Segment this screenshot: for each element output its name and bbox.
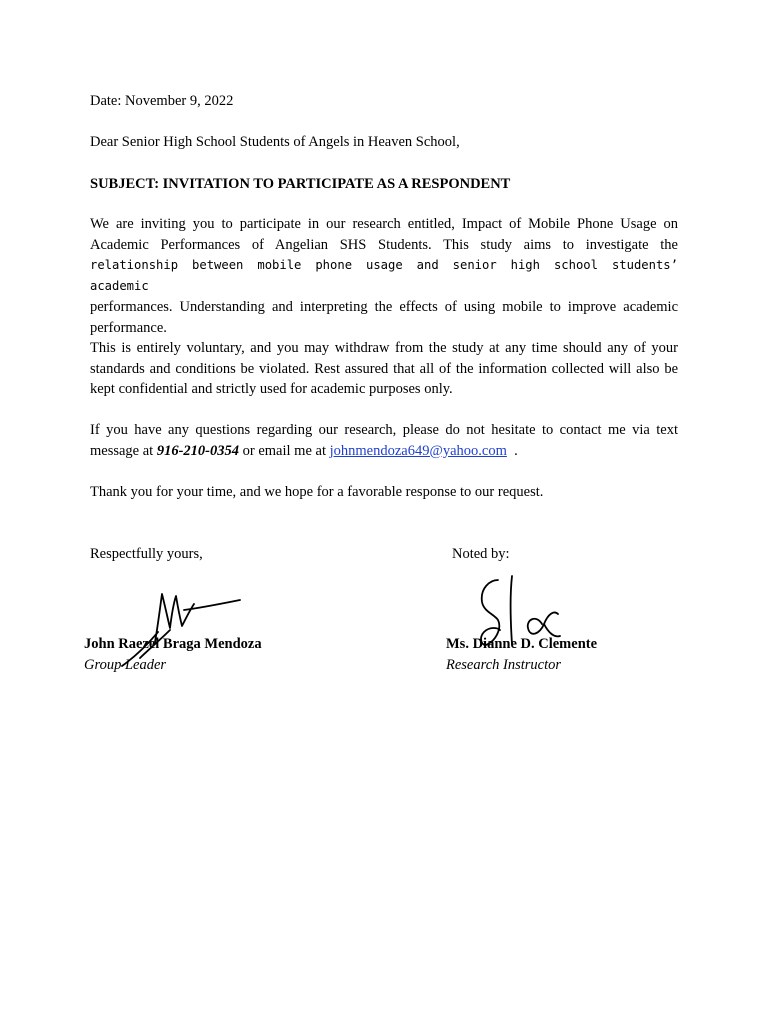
signature-left: [100, 580, 250, 680]
paragraph-intro-line: Academic Performances of Angelian SHS Students. This study aims to investigate the: [90, 236, 678, 253]
letter-date: Date: November 9, 2022: [90, 93, 234, 109]
phone-number: 916-210-0354: [156, 442, 240, 459]
closing-left: Respectfully yours,: [90, 546, 203, 562]
subject-line: SUBJECT: INVITATION TO PARTICIPATE AS A RESPONDENT: [90, 176, 511, 192]
paragraph-contact: [90, 420, 678, 461]
contact-text-end: .: [514, 442, 518, 459]
paragraph-thanks: Thank you for your time, and we hope for a favorable response to our request.: [90, 484, 544, 500]
paragraph-intro-line: performance.: [90, 319, 167, 336]
signer-left-role: Group Leader: [84, 657, 167, 673]
signer-right-role: Research Instructor: [446, 657, 562, 673]
paragraph-intro-line: performances. Understanding and interpreting the effects of using mobile to improve academic: [90, 298, 678, 315]
email-link[interactable]: johnmendoza649@yahoo.com: [329, 442, 507, 459]
closing-right: Noted by:: [452, 546, 510, 562]
signer-right-name: Ms. Dianne D. Clemente: [446, 636, 598, 652]
salutation: Dear Senior High School Students of Angels in Heaven School,: [90, 134, 460, 150]
signer-left-name: John Raezel Braga Mendoza: [84, 636, 262, 652]
paragraph-voluntary: This is entirely voluntary, and you may withdraw from the study at any time should any of your standards and conditions be violated. Rest assured that all of the information collected will also be kept confidential and strictly used for academic purposes only.: [90, 340, 678, 398]
signature-right: [468, 568, 578, 668]
contact-text-middle: or email me at: [242, 442, 326, 459]
contact-text: If you have any questions regarding our research, please do not hesitate to contact me via text message at: [90, 422, 678, 459]
paragraph-intro-line: relationship between mobile phone usage and senior high school students’ academic: [90, 258, 678, 294]
paragraph-intro-line: We are inviting you to participate in our research entitled, Impact of Mobile Phone Usage on: [90, 216, 678, 232]
paragraph-intro: [90, 214, 678, 338]
